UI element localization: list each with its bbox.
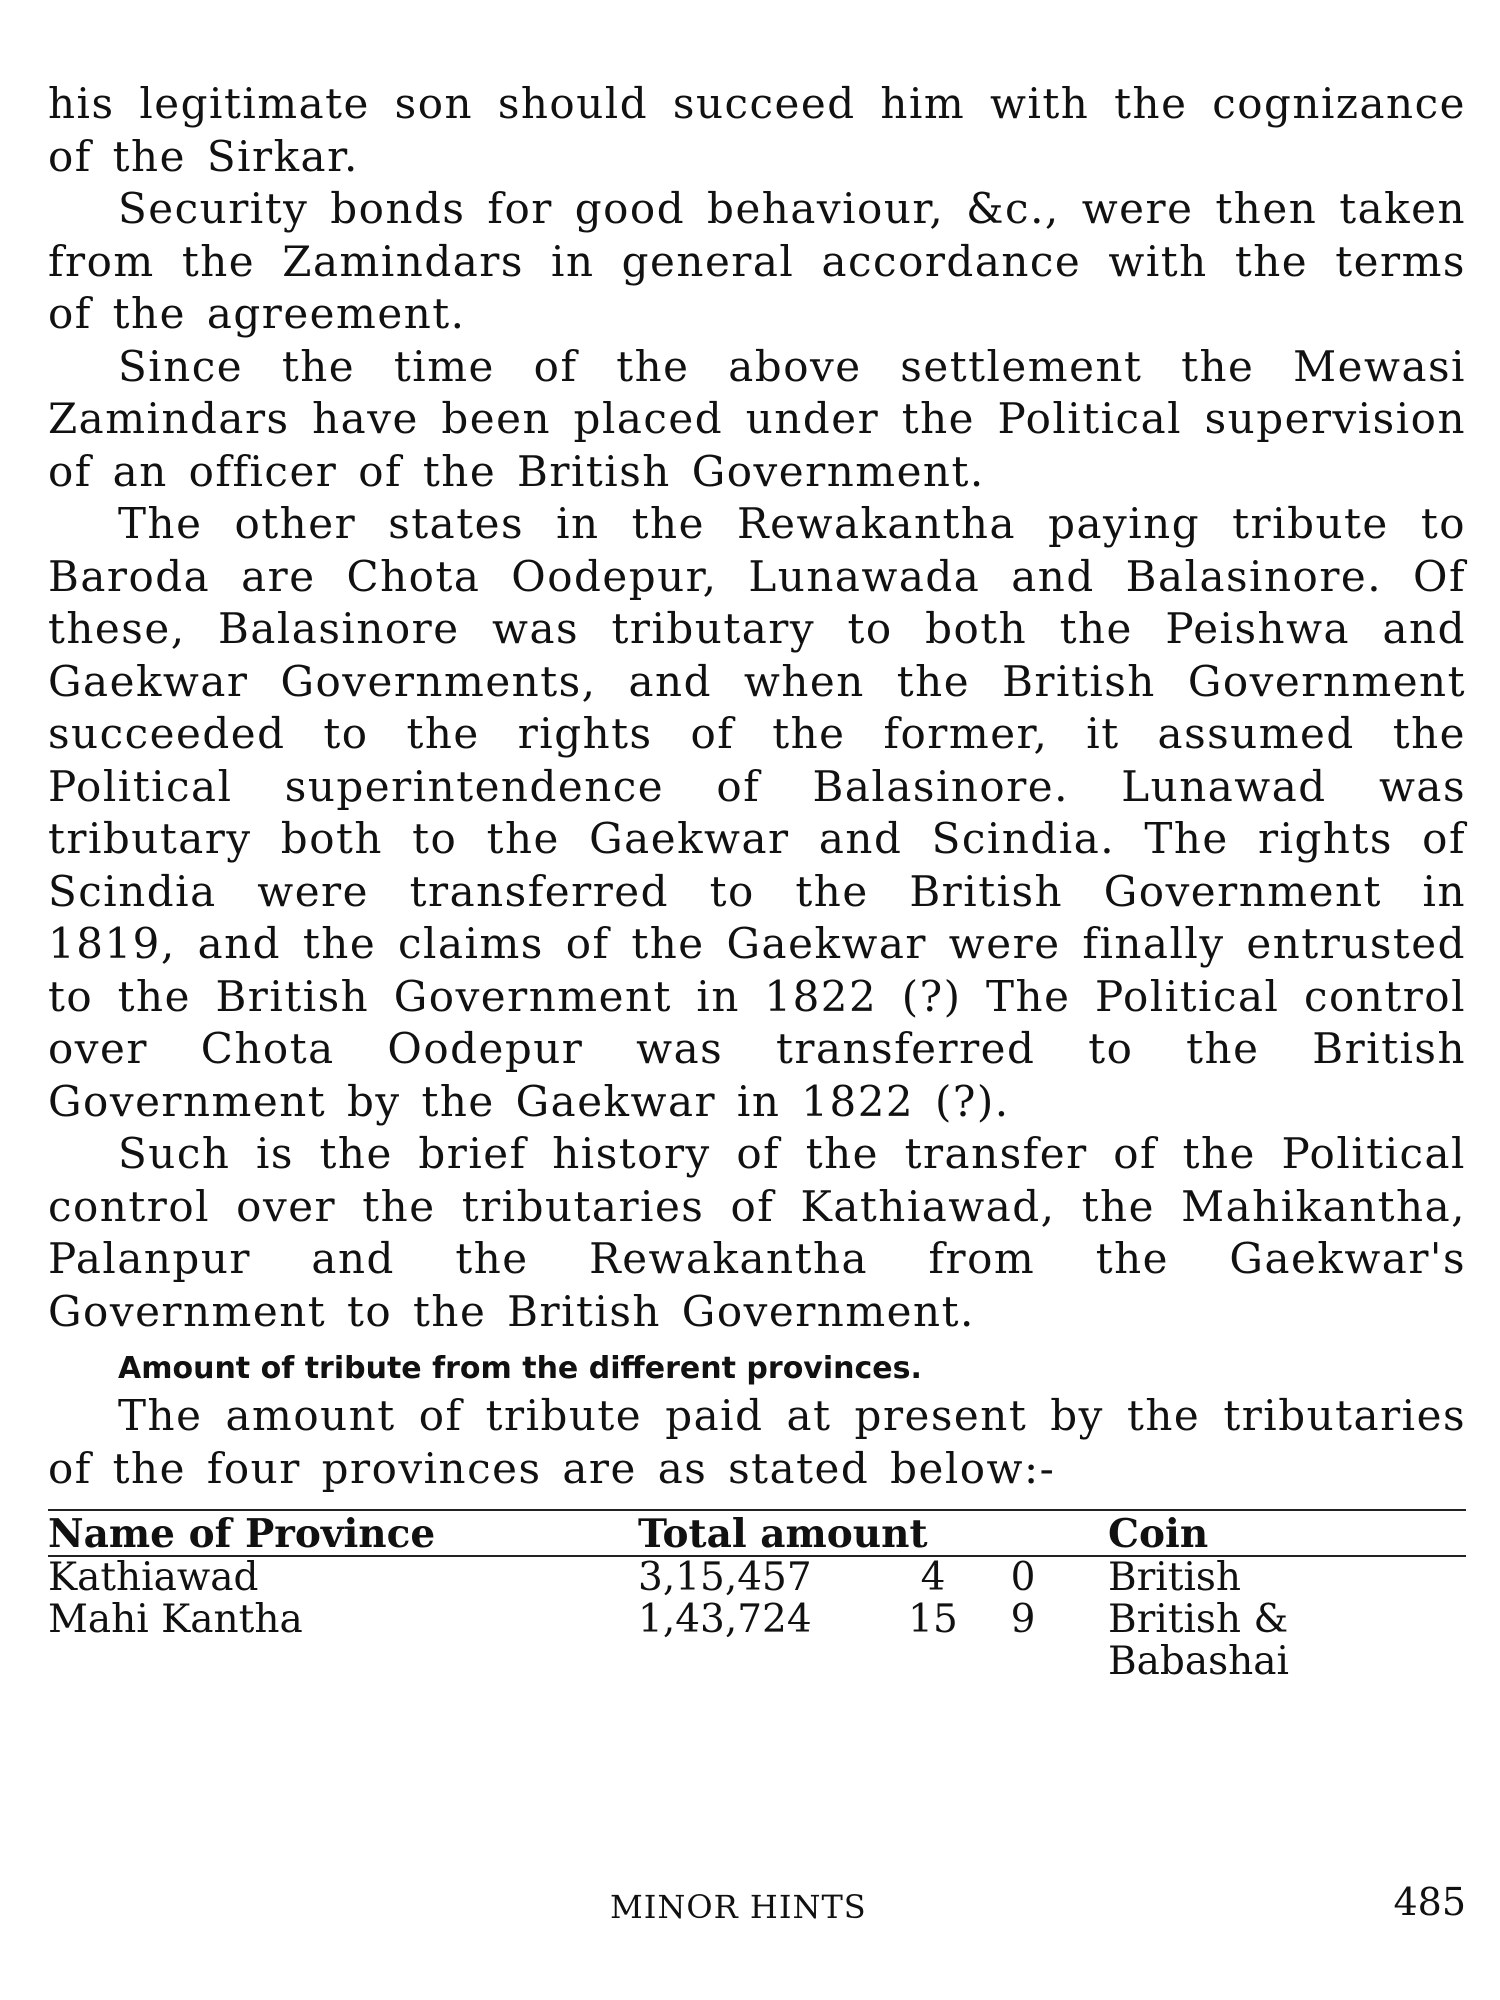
province-name: Mahi Kantha [48, 1597, 303, 1642]
table-row [48, 1599, 1466, 1683]
paragraph-4: The other states in the Rewakantha paying tribute to Baroda are Chota Oodepur, Lunawada and Balasinore. Of these, Balasinore was tributary to both the Peishwa and Gaekwar Governments, and when the British Government succeeded to the rights of the former, it assumed the Political superintendence of Balasinore. Lunawad was tributary both to the Gaekwar and Scindia. The rights of Scindia were transferred to the British Government in 1819, and the claims of the Gaekwar were finally entrusted to the British Government in 1822 (?) The Political control over Chota Oodepur was transferred to the British Government by the Gaekwar in 1822 (?). [48, 499, 1466, 1126]
section-heading: Amount of tribute from the different provinces. [118, 1351, 922, 1386]
page-number: 485 [1393, 1880, 1466, 1924]
intro-paragraph: The amount of tribute paid at present by the tributaries of the four provinces are as stated below:- [48, 1391, 1466, 1493]
header-name-of-province: Name of Province [48, 1510, 638, 1556]
paragraph-5: Such is the brief history of the transfer of the Political control over the tributaries of Kathiawad, the Mahikantha, Palanpur and the Rewakantha from the Gaekwar's Government to the British Government. [48, 1129, 1466, 1336]
amount-rupees: 1,43,724 [638, 1597, 812, 1642]
header-total-amount: Total amount [638, 1510, 1068, 1556]
amount-pies: 0 [1010, 1555, 1036, 1600]
running-head: MINOR HINTS [610, 1888, 867, 1926]
paragraph-3: Since the time of the above settlement the Mewasi Zamindars have been placed under the Political supervision of an officer of the British Government. [48, 341, 1466, 496]
header-coin: Coin [1068, 1510, 1466, 1556]
table-header-row [48, 1510, 1466, 1556]
amount-rupees: 3,15,457 [638, 1555, 812, 1600]
paragraph-1: his legitimate son should succeed him with the cognizance of the Sirkar. [48, 79, 1466, 181]
paragraph-2: Security bonds for good behaviour, &c., were then taken from the Zamindars in general accordance with the terms of the agreement. [48, 184, 1466, 338]
province-name: Kathiawad [48, 1555, 259, 1600]
tribute-table [48, 1509, 1466, 1683]
amount-annas: 4 [920, 1555, 946, 1600]
coin-type: British & Babashai [1108, 1597, 1289, 1684]
table-row [48, 1556, 1466, 1599]
amount-annas: 15 [908, 1597, 958, 1642]
page-footer [0, 1880, 1500, 1938]
page-body [48, 78, 1466, 1683]
amount-pies: 9 [1010, 1597, 1036, 1642]
coin-type: British [1108, 1555, 1242, 1600]
